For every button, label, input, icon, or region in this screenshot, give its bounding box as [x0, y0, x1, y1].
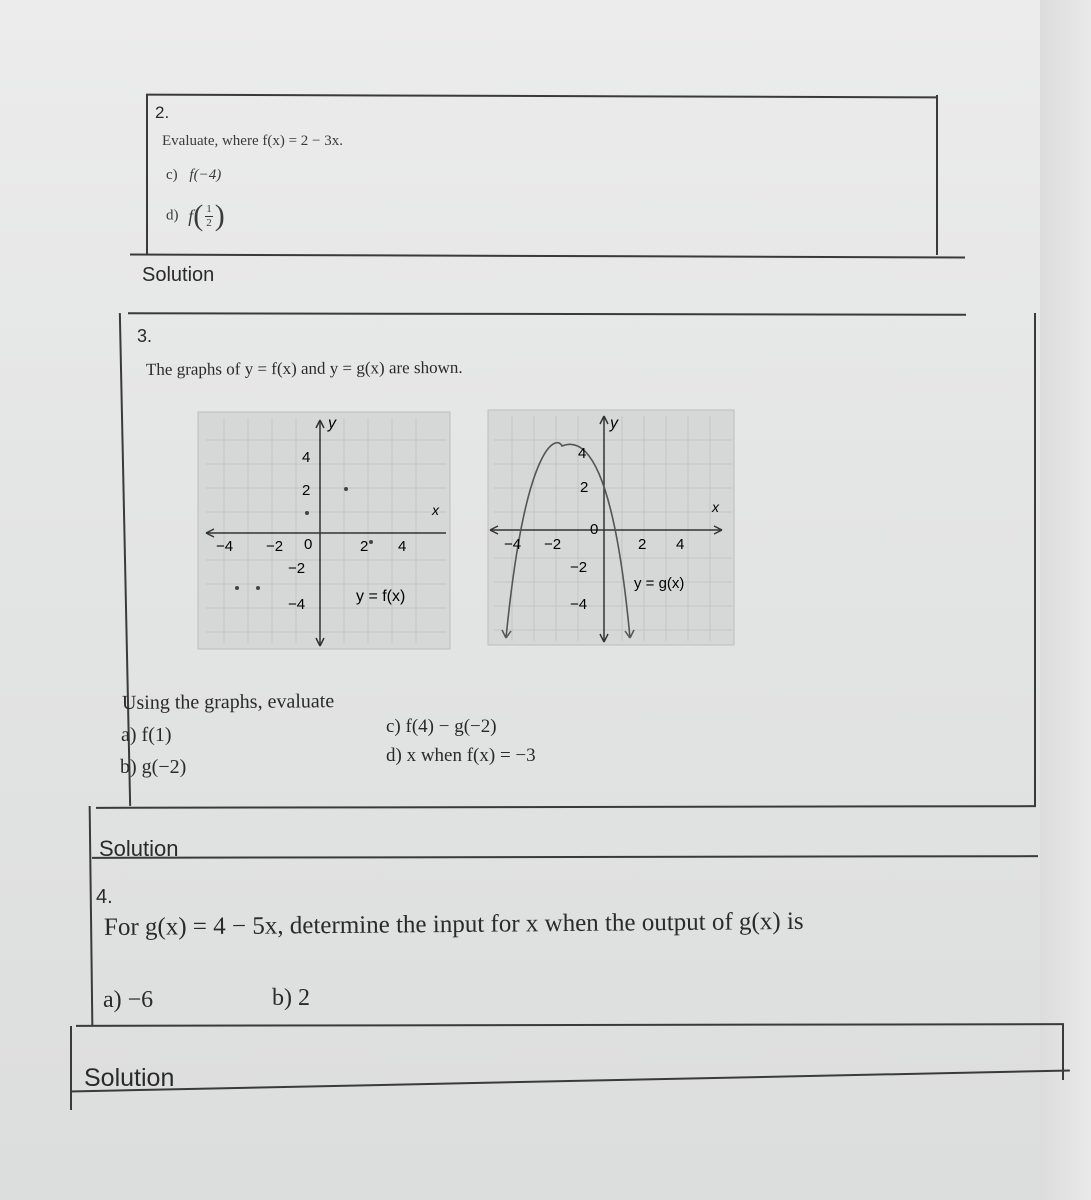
q3-number: 3. — [137, 326, 153, 346]
q3-right-border — [1034, 313, 1036, 806]
q2-part-d-label: d) — [166, 207, 179, 224]
q2-right-border — [936, 95, 938, 255]
graph-f-point — [305, 511, 309, 515]
q3-part-a: a) f(1) — [121, 724, 172, 746]
graph-g-x-tick-neg4: −4 — [504, 536, 522, 553]
graph-f-y-tick-4: 4 — [302, 449, 311, 466]
q2-part-d-fn: f — [188, 205, 194, 226]
fraction-denominator: 2 — [206, 216, 212, 229]
graph-g-y-tick-4: 4 — [578, 445, 587, 462]
q3-instruction: Using the graphs, evaluate — [121, 690, 335, 714]
q2-solution-label: Solution — [142, 264, 215, 286]
graph-g-y-tick-2: 2 — [580, 479, 589, 496]
q4-part-a: a) −6 — [103, 987, 154, 1013]
q4-prompt: For g(x) = 4 − 5x, determine the input for x when the output of g(x) is — [103, 907, 804, 941]
graph-f-point — [235, 586, 239, 590]
graph-f-y-axis-label: y — [328, 415, 336, 432]
graph-g-grid-background — [488, 410, 734, 645]
graph-f-x-tick-neg4: −4 — [216, 538, 234, 555]
q3-part-c: c) f(4) − g(−2) — [386, 716, 497, 737]
fraction-numerator: 1 — [206, 203, 212, 216]
graph-f-point — [344, 487, 348, 491]
right-paren: ) — [214, 199, 225, 232]
graph-f-grid-background — [198, 412, 450, 649]
graph-g-x-axis-label: x — [712, 499, 719, 515]
graph-g-x-tick-4: 4 — [676, 536, 685, 553]
page-edge — [1040, 0, 1091, 1200]
left-paren: ( — [193, 199, 204, 232]
graph-g-x-tick-neg2: −2 — [544, 536, 562, 553]
graph-f — [196, 408, 456, 653]
graph-g-y-tick-neg4: −4 — [570, 596, 588, 613]
graph-f-caption: y = f(x) — [356, 588, 406, 605]
graph-g-x-tick-2: 2 — [638, 536, 647, 553]
q2-part-c-label: c) — [166, 167, 178, 183]
q4-part-b: b) 2 — [272, 985, 310, 1011]
q3-part-b: b) g(−2) — [120, 756, 187, 778]
graph-g-origin: 0 — [590, 521, 599, 538]
graph-f-x-tick-2: 2 — [360, 538, 369, 555]
q2-prompt: Evaluate, where f(x) = 2 − 3x. — [162, 133, 344, 149]
q4-number: 4. — [96, 886, 113, 908]
graph-f-point — [256, 586, 260, 590]
q2-part-d-expr — [188, 201, 225, 231]
graph-f-y-tick-neg2: −2 — [288, 560, 306, 577]
q4-solution-left-border — [70, 1026, 72, 1110]
q3-part-d: d) x when f(x) = −3 — [386, 745, 536, 766]
q2-left-border — [146, 95, 148, 255]
graph-f-x-tick-neg2: −2 — [266, 538, 284, 555]
graph-f-y-tick-neg4: −4 — [288, 596, 306, 613]
graph-f-y-tick-2: 2 — [302, 482, 311, 499]
graph-f-origin: 0 — [304, 536, 313, 553]
q2-number: 2. — [155, 103, 170, 122]
graph-f-x-tick-4: 4 — [398, 538, 407, 555]
graph-g-y-axis-label: y — [610, 415, 618, 432]
q3-prompt: The graphs of y = f(x) and y = g(x) are shown. — [145, 357, 463, 379]
q2-part-c-expr: f(−4) — [189, 167, 222, 183]
graph-g — [486, 406, 738, 651]
fraction-one-half — [205, 203, 213, 228]
q2-part-d — [166, 201, 225, 231]
graph-f-x-axis-label: x — [432, 502, 439, 518]
graph-g-y-tick-neg2: −2 — [570, 559, 588, 576]
q3-solution-label: Solution — [99, 836, 179, 861]
q4-solution-label: Solution — [84, 1064, 175, 1092]
graph-f-point — [369, 540, 373, 544]
graph-g-caption: y = g(x) — [634, 575, 685, 592]
q2-part-c — [166, 167, 221, 184]
